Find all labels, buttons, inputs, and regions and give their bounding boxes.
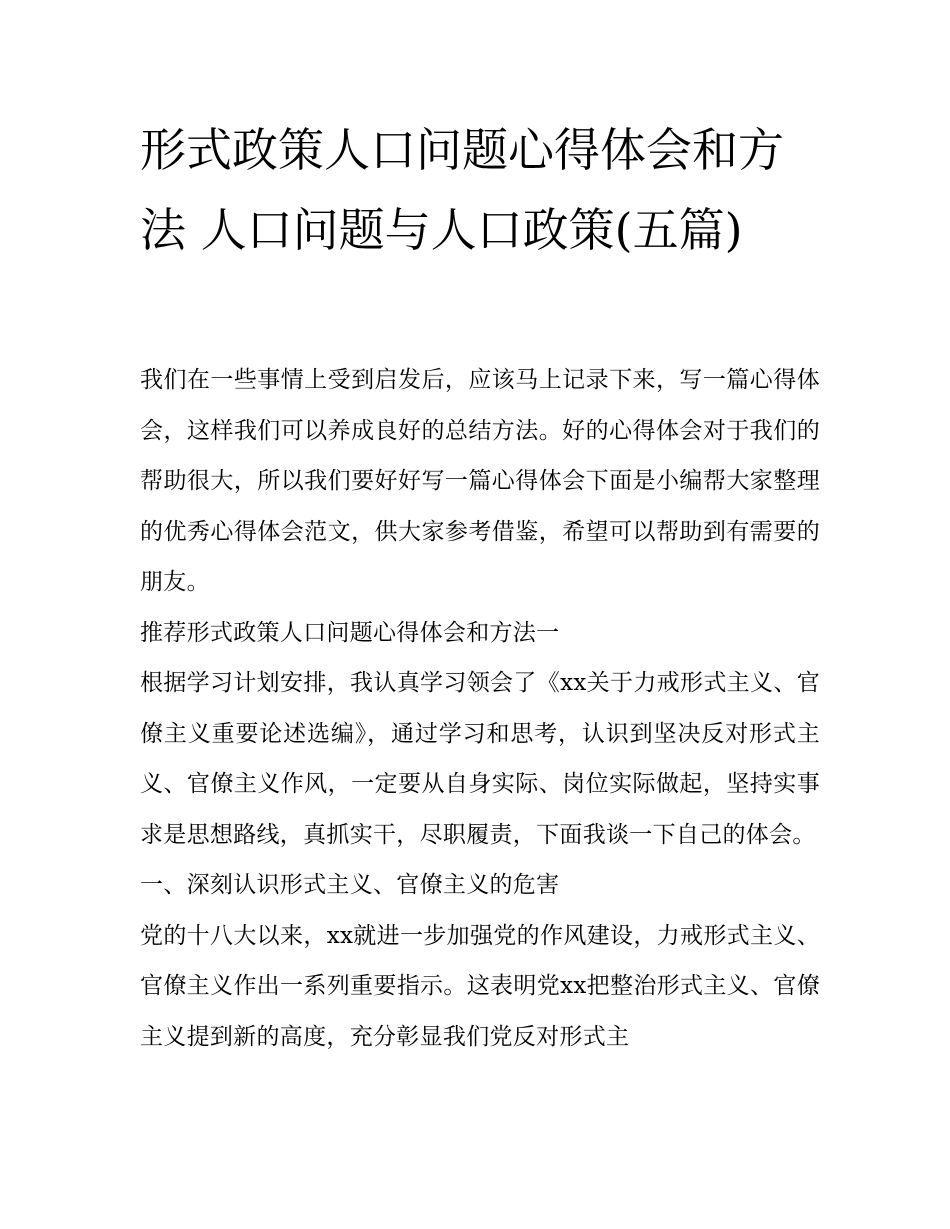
section-heading-recommend: 推荐形式政策人口问题心得体会和方法一 <box>140 619 560 646</box>
document-title: 形式政策人口问题心得体会和方法 人口问题与人口政策(五篇) <box>140 123 784 257</box>
intro-paragraph: 我们在一些事情上受到启发后，应该马上记录下来，写一篇心得体会，这样我们可以养成良好的总结方法。好的心得体会对于我们的帮助很大，所以我们要好好写一篇心得体会下面是小编帮大家整理的优秀心得体会范文，供大家参考借鉴，希望可以帮助到有需要的朋友。 <box>140 367 820 595</box>
party-paragraph: 党的十八大以来，xx就进一步加强党的作风建设，力戒形式主义、官僚主义作出一系列重要指示。这表明党xx把整治形式主义、官僚主义提到新的高度，充分彰显我们党反对形式主 <box>140 922 820 1050</box>
section-heading-harm: 一、深刻认识形式主义、官僚主义的危害 <box>140 872 560 898</box>
study-paragraph: 根据学习计划安排，我认真学习领会了《xx关于力戒形式主义、官僚主义重要论述选编》，通过学习和思考，认识到坚决反对形式主义、官僚主义作风，一定要从自身实际、岗位实际做起，坚持实事求是思想路线，真抓实干，尽职履责，下面我谈一下自己的体会。 <box>140 670 820 848</box>
document-body <box>140 355 820 1062</box>
